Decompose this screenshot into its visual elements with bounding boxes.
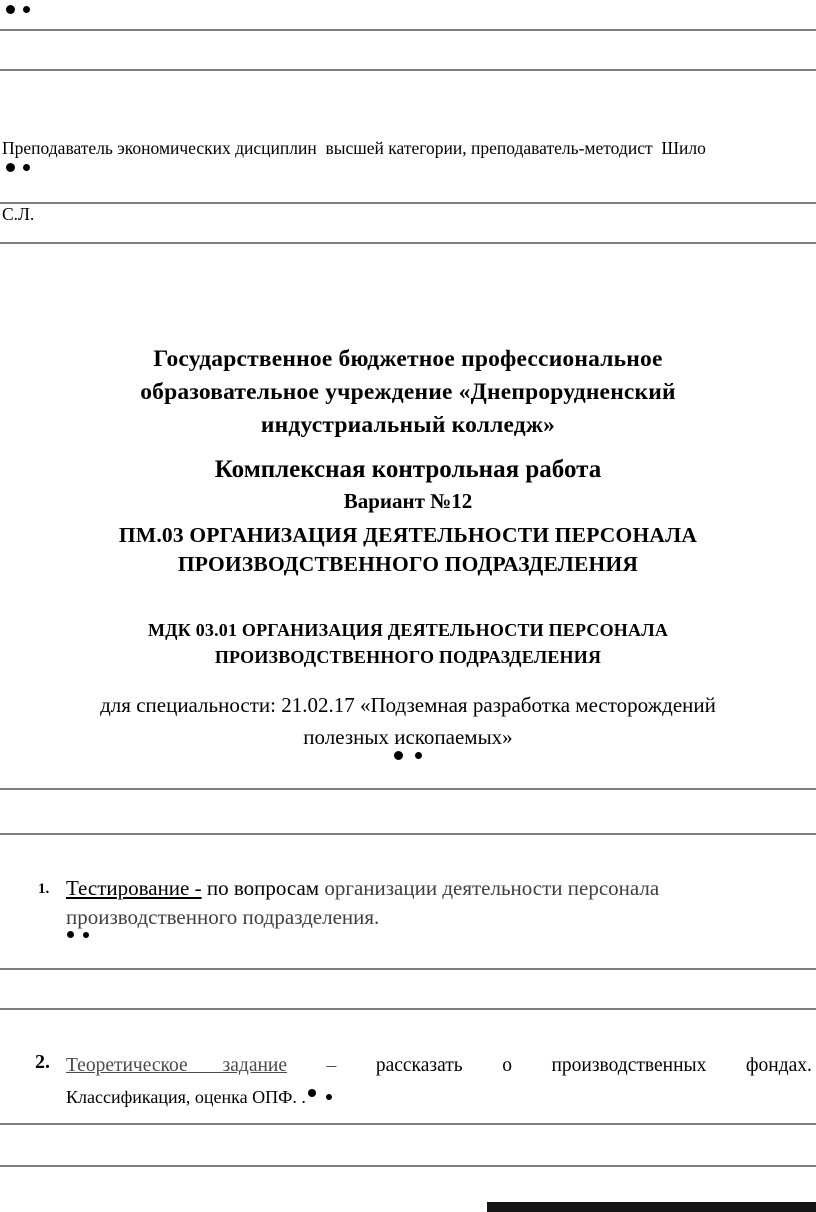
task2-word3: производственных xyxy=(551,1055,707,1076)
bullet-dot-icon xyxy=(308,1089,316,1097)
table-row-border xyxy=(0,29,816,31)
bullet-dot-icon xyxy=(6,5,15,14)
institution-heading-line3: индустриальный колледж» xyxy=(260,412,556,438)
specialty-line xyxy=(0,689,816,753)
bullet-dot-icon xyxy=(394,751,403,760)
task1-text xyxy=(66,874,766,931)
table-row-border xyxy=(0,242,816,244)
task2-word1: рассказать xyxy=(375,1055,463,1076)
teacher-credit-line2: С.Л. xyxy=(2,204,35,224)
table-row-border xyxy=(0,1123,816,1125)
bullet-dots-center xyxy=(0,751,816,760)
task2-line1 xyxy=(66,1053,812,1079)
bullet-dot-icon xyxy=(67,931,74,938)
bullet-dot-icon xyxy=(23,164,30,171)
bullet-dot-icon xyxy=(326,1094,332,1100)
work-type-title: Комплексная контрольная работа xyxy=(214,456,602,483)
task1-gray-text1: организации деятельности персонала xyxy=(324,876,660,900)
bullet-dot-icon xyxy=(23,6,30,13)
table-row-border xyxy=(0,202,816,204)
pm-module-heading xyxy=(0,521,816,579)
task2-dash: – xyxy=(326,1055,337,1076)
task2-underlined-label: Теоретическое задание xyxy=(66,1055,288,1076)
bullet-dots-top xyxy=(6,5,30,14)
task1-line1 xyxy=(66,874,766,903)
teacher-credit-line1: Преподаватель экономических дисциплин высшей категории, преподаватель-методист Шило xyxy=(2,138,706,158)
task2-number: 2. xyxy=(35,1051,50,1073)
table-row-border xyxy=(0,833,816,835)
pm-module-line1: ПМ.03 ОРГАНИЗАЦИЯ ДЕЯТЕЛЬНОСТИ ПЕРСОНАЛА xyxy=(118,523,698,547)
task2-line2-text: Классификация, оценка ОПФ. . xyxy=(66,1087,306,1107)
bullet-dots-task1 xyxy=(67,931,89,938)
table-row-border xyxy=(0,69,816,71)
variant-subtitle: Вариант №12 xyxy=(343,489,473,513)
task1-gray-text2: производственного подразделения. xyxy=(66,904,380,929)
pm-module-line2: ПРОИЗВОДСТВЕННОГО ПОДРАЗДЕЛЕНИЯ xyxy=(177,552,639,576)
task2-word4: фондах. xyxy=(745,1055,812,1076)
table-row-border xyxy=(0,788,816,790)
mdk-course-line1: МДК 03.01 ОРГАНИЗАЦИЯ ДЕЯТЕЛЬНОСТИ ПЕРСОНАЛА xyxy=(147,620,669,640)
institution-heading xyxy=(0,343,816,442)
table-row-border xyxy=(0,968,816,970)
table-row-border xyxy=(0,1008,816,1010)
mdk-course-heading xyxy=(0,617,816,671)
task1-underlined-label: Тестирование - xyxy=(66,876,202,900)
institution-heading-line1: Государственное бюджетное профессиональное xyxy=(153,346,663,372)
mdk-course-line2: ПРОИЗВОДСТВЕННОГО ПОДРАЗДЕЛЕНИЯ xyxy=(214,647,602,667)
bottom-dark-bar xyxy=(487,1202,816,1212)
task1-number: 1. xyxy=(38,881,50,897)
task2-line2 xyxy=(66,1085,332,1109)
task2-word2: о xyxy=(502,1055,512,1076)
bullet-dot-icon xyxy=(83,932,89,938)
institution-heading-line2: образовательное учреждение «Днепрорудненский xyxy=(140,379,676,405)
bullet-dot-icon xyxy=(6,163,15,172)
teacher-credit-paragraph xyxy=(2,93,802,247)
specialty-line1: для специальности: 21.02.17 «Подземная разработка месторождений xyxy=(100,693,716,717)
table-row-border xyxy=(0,1165,816,1167)
task1-lead-text: по вопросам xyxy=(206,876,320,900)
specialty-line2: полезных ископаемых» xyxy=(303,725,513,749)
bullet-dot-icon xyxy=(415,752,422,759)
bullet-dots-second xyxy=(6,163,30,172)
